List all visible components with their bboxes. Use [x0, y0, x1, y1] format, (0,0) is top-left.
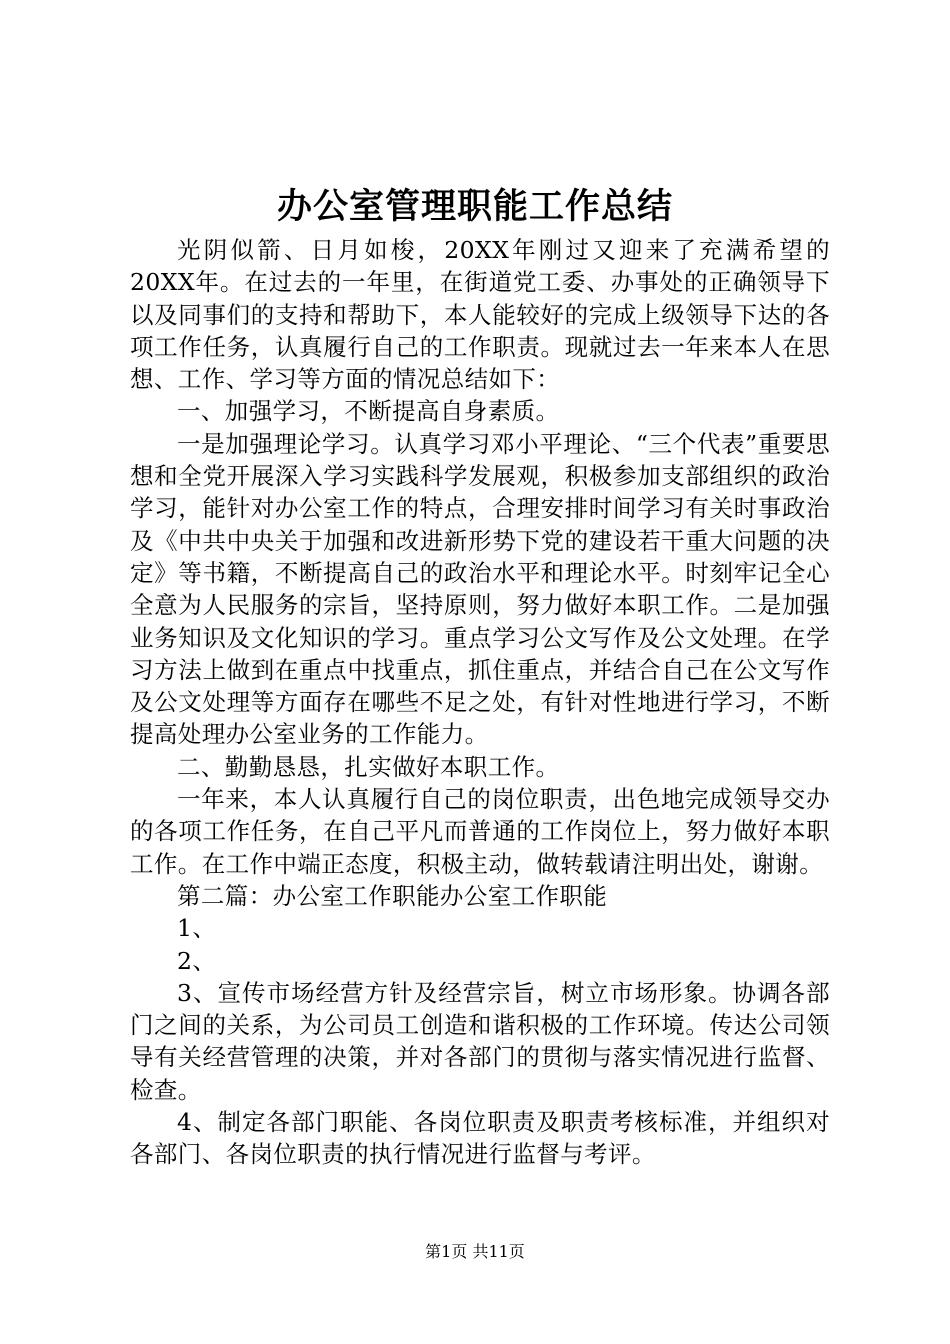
document-title: 办公室管理职能工作总结: [276, 186, 673, 227]
part-two-heading: 第二篇：办公室工作职能办公室工作职能: [177, 881, 608, 910]
paragraph-work: 一年来，本人认真履行自己的岗位职责，出色地完成领导交办的各项工作任务，在自己平凡而普通的工作岗位上，努力做好本职工作。在工作中端正态度，积极主动，做转载请注明出处，谢谢。: [130, 785, 830, 878]
section-heading-2: 二、勤勤恳恳，扎实做好本职工作。: [177, 752, 560, 781]
list-item-4: 4、制定各部门职能、各岗位职责及职责考核标准，并组织对各部门、各岗位职责的执行情况进行监督与考评。: [130, 1108, 830, 1169]
paragraph-intro: 光阴似箭、日月如梭，20XX年刚过又迎来了充满希望的20XX年。在过去的一年里，在街道党工委、办事处的正确领导下以及同事们的支持和帮助下，本人能较好的完成上级领导下达的各项工作任务，认真履行自己的工作职责。现就过去一年来本人在思想、工作、学习等方面的情况总结如下：: [130, 236, 830, 394]
section-heading-1: 一、加强学习，不断提高自身素质。: [177, 397, 560, 426]
list-item-2: 2、: [177, 946, 217, 975]
list-item-3: 3、宣传市场经营方针及经营宗旨，树立市场形象。协调各部门之间的关系，为公司员工创造和谐积极的工作环境。传达公司领导有关经营管理的决策，并对各部门的贯彻与落实情况进行监督、检查。: [130, 978, 830, 1104]
list-item-1: 1、: [177, 914, 217, 943]
page-footer: 第1页 共11页: [425, 1242, 525, 1261]
document-body: [130, 234, 830, 1171]
paragraph-study: 一是加强理论学习。认真学习邓小平理论、“三个代表”重要思想和全党开展深入学习实践科学发展观，积极参加支部组织的政治学习，能针对办公室工作的特点，合理安排时间学习有关时事政治及《中共中央关于加强和改进新形势下党的建设若干重大问题的决定》等书籍，不断提高自己的政治水平和理论水平。时刻牢记全心全意为人民服务的宗旨，坚持原则，努力做好本职工作。二是加强业务知识及文化知识的学习。重点学习公文写作及公文处理。在学习方法上做到在重点中找重点，抓住重点，并结合自己在公文写作及公文处理等方面存在哪些不足之处，有针对性地进行学习，不断提高处理办公室业务的工作能力。: [130, 429, 830, 749]
